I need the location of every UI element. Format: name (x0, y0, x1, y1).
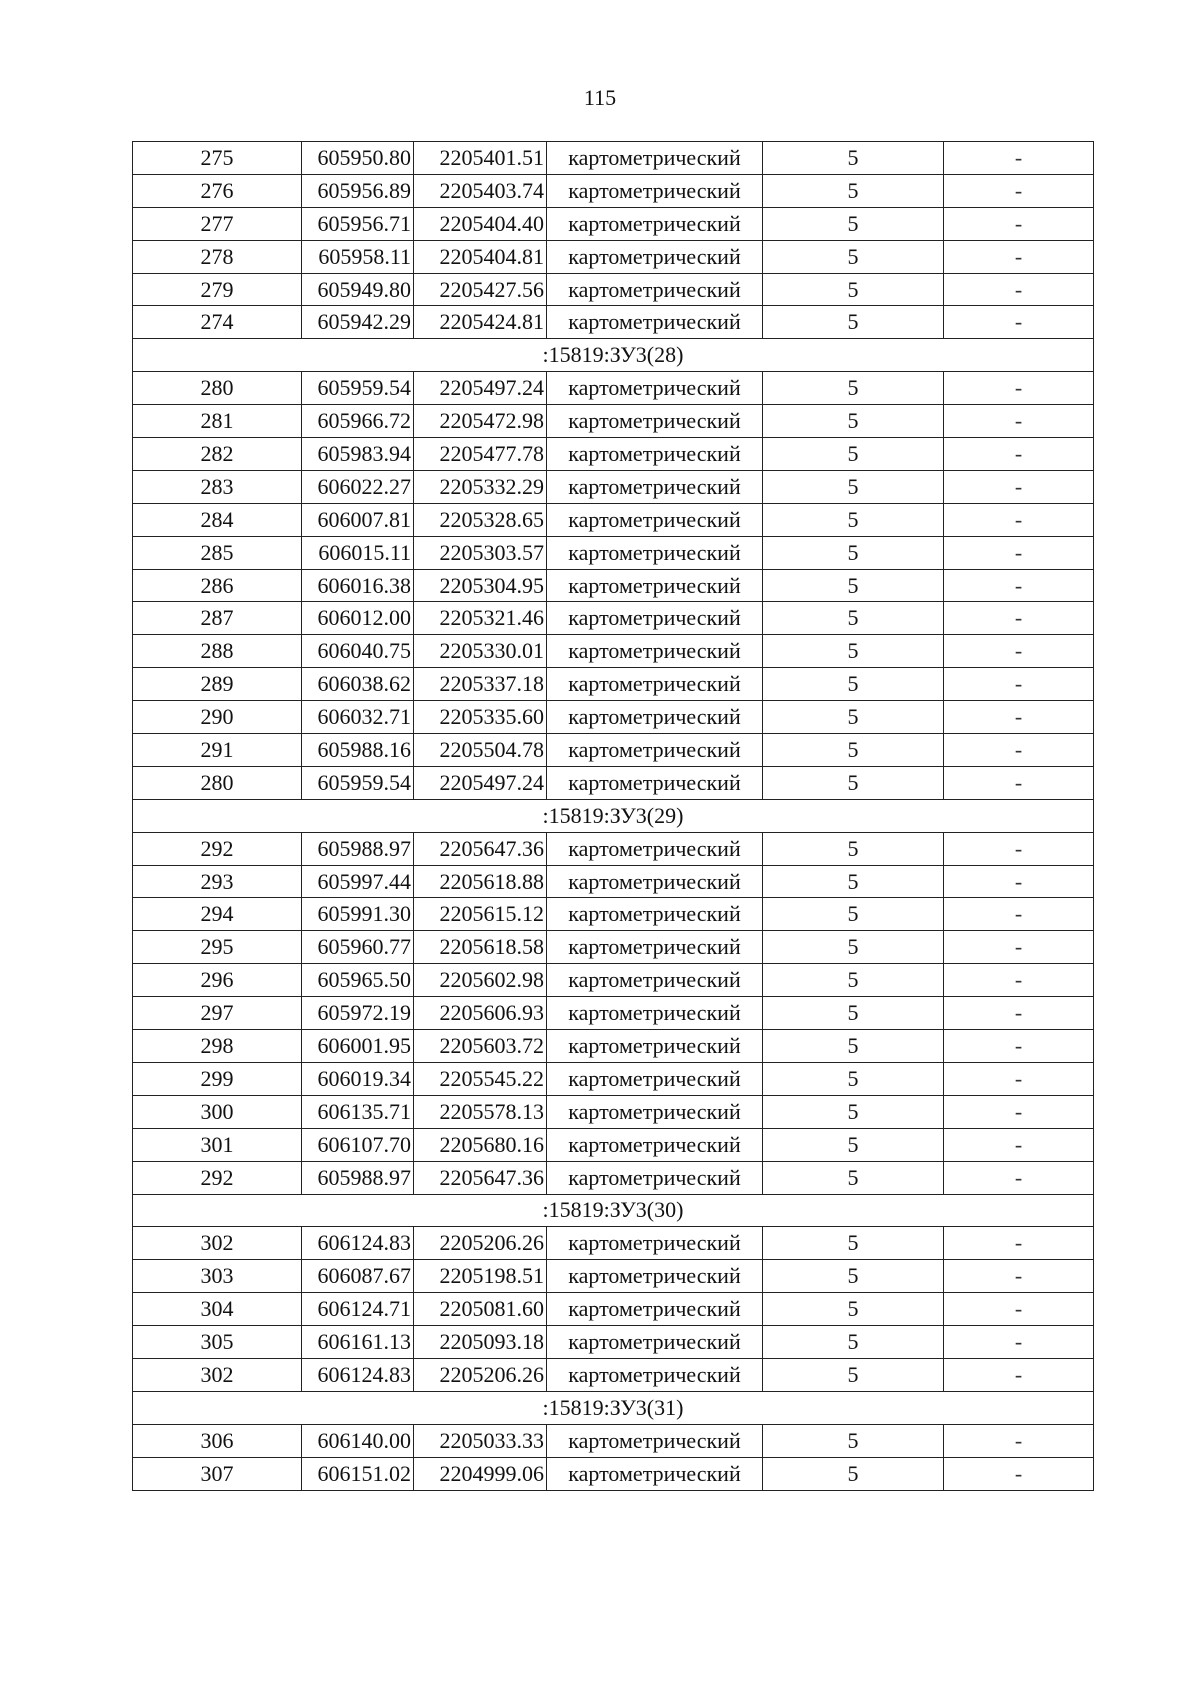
y-coordinate-cell: 2205497.24 (414, 766, 547, 799)
method-cell: картометрический (547, 931, 763, 964)
x-coordinate-cell: 605959.54 (302, 766, 414, 799)
accuracy-cell: 5 (763, 1227, 944, 1260)
note-cell: - (944, 174, 1094, 207)
section-header-row (133, 799, 1094, 832)
section-header-row (133, 1391, 1094, 1424)
accuracy-cell: 5 (763, 1358, 944, 1391)
method-cell: картометрический (547, 1457, 763, 1490)
method-cell: картометрический (547, 865, 763, 898)
y-coordinate-cell: 2205033.33 (414, 1424, 547, 1457)
table-row (133, 734, 1094, 767)
x-coordinate-cell: 605956.71 (302, 207, 414, 240)
accuracy-cell: 5 (763, 602, 944, 635)
accuracy-cell: 5 (763, 306, 944, 339)
x-coordinate-cell: 605997.44 (302, 865, 414, 898)
note-cell: - (944, 668, 1094, 701)
x-coordinate-cell: 606124.83 (302, 1227, 414, 1260)
point-number-cell: 297 (133, 997, 302, 1030)
y-coordinate-cell: 2205504.78 (414, 734, 547, 767)
y-coordinate-cell: 2205497.24 (414, 372, 547, 405)
note-cell: - (944, 503, 1094, 536)
section-title: :15819:ЗУ3(28) (133, 339, 1094, 372)
y-coordinate-cell: 2205545.22 (414, 1062, 547, 1095)
table-row (133, 174, 1094, 207)
accuracy-cell: 5 (763, 701, 944, 734)
table-row (133, 1161, 1094, 1194)
point-number-cell: 306 (133, 1424, 302, 1457)
note-cell: - (944, 832, 1094, 865)
method-cell: картометрический (547, 372, 763, 405)
coordinates-table-body (133, 142, 1094, 1491)
point-number-cell: 282 (133, 438, 302, 471)
table-row (133, 931, 1094, 964)
y-coordinate-cell: 2205427.56 (414, 273, 547, 306)
point-number-cell: 295 (133, 931, 302, 964)
note-cell: - (944, 1293, 1094, 1326)
table-row (133, 207, 1094, 240)
accuracy-cell: 5 (763, 536, 944, 569)
note-cell: - (944, 1128, 1094, 1161)
accuracy-cell: 5 (763, 240, 944, 273)
accuracy-cell: 5 (763, 174, 944, 207)
method-cell: картометрический (547, 536, 763, 569)
y-coordinate-cell: 2205618.88 (414, 865, 547, 898)
x-coordinate-cell: 605958.11 (302, 240, 414, 273)
accuracy-cell: 5 (763, 898, 944, 931)
table-row (133, 635, 1094, 668)
note-cell: - (944, 602, 1094, 635)
point-number-cell: 292 (133, 832, 302, 865)
note-cell: - (944, 931, 1094, 964)
y-coordinate-cell: 2205206.26 (414, 1227, 547, 1260)
method-cell: картометрический (547, 470, 763, 503)
note-cell: - (944, 635, 1094, 668)
method-cell: картометрический (547, 1326, 763, 1359)
x-coordinate-cell: 606124.83 (302, 1358, 414, 1391)
note-cell: - (944, 470, 1094, 503)
accuracy-cell: 5 (763, 832, 944, 865)
table-row (133, 865, 1094, 898)
x-coordinate-cell: 605988.16 (302, 734, 414, 767)
table-row (133, 964, 1094, 997)
accuracy-cell: 5 (763, 569, 944, 602)
x-coordinate-cell: 605960.77 (302, 931, 414, 964)
x-coordinate-cell: 605983.94 (302, 438, 414, 471)
method-cell: картометрический (547, 1358, 763, 1391)
y-coordinate-cell: 2205403.74 (414, 174, 547, 207)
y-coordinate-cell: 2205206.26 (414, 1358, 547, 1391)
x-coordinate-cell: 606151.02 (302, 1457, 414, 1490)
accuracy-cell: 5 (763, 1326, 944, 1359)
method-cell: картометрический (547, 569, 763, 602)
point-number-cell: 293 (133, 865, 302, 898)
y-coordinate-cell: 2205472.98 (414, 405, 547, 438)
note-cell: - (944, 372, 1094, 405)
coordinates-table (132, 141, 1094, 1491)
x-coordinate-cell: 606007.81 (302, 503, 414, 536)
table-row (133, 470, 1094, 503)
x-coordinate-cell: 605966.72 (302, 405, 414, 438)
y-coordinate-cell: 2205424.81 (414, 306, 547, 339)
point-number-cell: 286 (133, 569, 302, 602)
x-coordinate-cell: 605956.89 (302, 174, 414, 207)
method-cell: картометрический (547, 1128, 763, 1161)
point-number-cell: 305 (133, 1326, 302, 1359)
y-coordinate-cell: 2205618.58 (414, 931, 547, 964)
note-cell: - (944, 766, 1094, 799)
y-coordinate-cell: 2205328.65 (414, 503, 547, 536)
method-cell: картометрический (547, 306, 763, 339)
accuracy-cell: 5 (763, 635, 944, 668)
table-row (133, 1293, 1094, 1326)
point-number-cell: 275 (133, 142, 302, 175)
x-coordinate-cell: 606016.38 (302, 569, 414, 602)
accuracy-cell: 5 (763, 372, 944, 405)
point-number-cell: 290 (133, 701, 302, 734)
note-cell: - (944, 240, 1094, 273)
accuracy-cell: 5 (763, 470, 944, 503)
method-cell: картометрический (547, 438, 763, 471)
table-row (133, 503, 1094, 536)
method-cell: картометрический (547, 207, 763, 240)
x-coordinate-cell: 605965.50 (302, 964, 414, 997)
method-cell: картометрический (547, 734, 763, 767)
table-row (133, 766, 1094, 799)
accuracy-cell: 5 (763, 1424, 944, 1457)
page-number: 115 (583, 85, 617, 110)
y-coordinate-cell: 2205093.18 (414, 1326, 547, 1359)
table-row (133, 142, 1094, 175)
accuracy-cell: 5 (763, 1161, 944, 1194)
point-number-cell: 302 (133, 1358, 302, 1391)
point-number-cell: 304 (133, 1293, 302, 1326)
accuracy-cell: 5 (763, 997, 944, 1030)
note-cell: - (944, 569, 1094, 602)
table-row (133, 1260, 1094, 1293)
y-coordinate-cell: 2205330.01 (414, 635, 547, 668)
point-number-cell: 298 (133, 1030, 302, 1063)
point-number-cell: 277 (133, 207, 302, 240)
note-cell: - (944, 1260, 1094, 1293)
section-header-row (133, 1194, 1094, 1227)
note-cell: - (944, 1030, 1094, 1063)
point-number-cell: 289 (133, 668, 302, 701)
y-coordinate-cell: 2205304.95 (414, 569, 547, 602)
x-coordinate-cell: 605988.97 (302, 832, 414, 865)
table-row (133, 1457, 1094, 1490)
accuracy-cell: 5 (763, 438, 944, 471)
table-row (133, 997, 1094, 1030)
table-row (133, 602, 1094, 635)
accuracy-cell: 5 (763, 142, 944, 175)
point-number-cell: 274 (133, 306, 302, 339)
note-cell: - (944, 1457, 1094, 1490)
accuracy-cell: 5 (763, 1095, 944, 1128)
x-coordinate-cell: 606022.27 (302, 470, 414, 503)
table-row (133, 832, 1094, 865)
accuracy-cell: 5 (763, 766, 944, 799)
note-cell: - (944, 865, 1094, 898)
method-cell: картометрический (547, 503, 763, 536)
method-cell: картометрический (547, 1227, 763, 1260)
point-number-cell: 287 (133, 602, 302, 635)
method-cell: картометрический (547, 602, 763, 635)
x-coordinate-cell: 606135.71 (302, 1095, 414, 1128)
note-cell: - (944, 438, 1094, 471)
y-coordinate-cell: 2205401.51 (414, 142, 547, 175)
method-cell: картометрический (547, 405, 763, 438)
method-cell: картометрический (547, 273, 763, 306)
note-cell: - (944, 207, 1094, 240)
note-cell: - (944, 142, 1094, 175)
accuracy-cell: 5 (763, 1128, 944, 1161)
accuracy-cell: 5 (763, 734, 944, 767)
method-cell: картометрический (547, 898, 763, 931)
y-coordinate-cell: 2205303.57 (414, 536, 547, 569)
x-coordinate-cell: 606107.70 (302, 1128, 414, 1161)
point-number-cell: 285 (133, 536, 302, 569)
method-cell: картометрический (547, 174, 763, 207)
note-cell: - (944, 1095, 1094, 1128)
table-row (133, 1095, 1094, 1128)
note-cell: - (944, 1062, 1094, 1095)
y-coordinate-cell: 2205647.36 (414, 1161, 547, 1194)
method-cell: картометрический (547, 1260, 763, 1293)
x-coordinate-cell: 605991.30 (302, 898, 414, 931)
x-coordinate-cell: 605959.54 (302, 372, 414, 405)
accuracy-cell: 5 (763, 668, 944, 701)
method-cell: картометрический (547, 997, 763, 1030)
section-title: :15819:ЗУ3(31) (133, 1391, 1094, 1424)
table-row (133, 438, 1094, 471)
point-number-cell: 294 (133, 898, 302, 931)
note-cell: - (944, 997, 1094, 1030)
point-number-cell: 281 (133, 405, 302, 438)
y-coordinate-cell: 2205081.60 (414, 1293, 547, 1326)
note-cell: - (944, 306, 1094, 339)
point-number-cell: 299 (133, 1062, 302, 1095)
x-coordinate-cell: 606019.34 (302, 1062, 414, 1095)
point-number-cell: 302 (133, 1227, 302, 1260)
point-number-cell: 307 (133, 1457, 302, 1490)
x-coordinate-cell: 605950.80 (302, 142, 414, 175)
method-cell: картометрический (547, 832, 763, 865)
table-row (133, 898, 1094, 931)
table-row (133, 1358, 1094, 1391)
note-cell: - (944, 1358, 1094, 1391)
method-cell: картометрический (547, 142, 763, 175)
x-coordinate-cell: 605949.80 (302, 273, 414, 306)
y-coordinate-cell: 2204999.06 (414, 1457, 547, 1490)
x-coordinate-cell: 605972.19 (302, 997, 414, 1030)
y-coordinate-cell: 2205404.40 (414, 207, 547, 240)
x-coordinate-cell: 605988.97 (302, 1161, 414, 1194)
note-cell: - (944, 1424, 1094, 1457)
table-row (133, 701, 1094, 734)
point-number-cell: 280 (133, 372, 302, 405)
method-cell: картометрический (547, 964, 763, 997)
note-cell: - (944, 734, 1094, 767)
section-title: :15819:ЗУ3(29) (133, 799, 1094, 832)
y-coordinate-cell: 2205680.16 (414, 1128, 547, 1161)
point-number-cell: 278 (133, 240, 302, 273)
x-coordinate-cell: 606015.11 (302, 536, 414, 569)
point-number-cell: 279 (133, 273, 302, 306)
table-row (133, 1227, 1094, 1260)
table-row (133, 1326, 1094, 1359)
point-number-cell: 276 (133, 174, 302, 207)
accuracy-cell: 5 (763, 1457, 944, 1490)
y-coordinate-cell: 2205615.12 (414, 898, 547, 931)
point-number-cell: 300 (133, 1095, 302, 1128)
accuracy-cell: 5 (763, 1030, 944, 1063)
accuracy-cell: 5 (763, 1260, 944, 1293)
note-cell: - (944, 701, 1094, 734)
method-cell: картометрический (547, 668, 763, 701)
accuracy-cell: 5 (763, 405, 944, 438)
note-cell: - (944, 273, 1094, 306)
x-coordinate-cell: 605942.29 (302, 306, 414, 339)
x-coordinate-cell: 606140.00 (302, 1424, 414, 1457)
point-number-cell: 291 (133, 734, 302, 767)
y-coordinate-cell: 2205578.13 (414, 1095, 547, 1128)
point-number-cell: 303 (133, 1260, 302, 1293)
table-row (133, 668, 1094, 701)
method-cell: картометрический (547, 1293, 763, 1326)
x-coordinate-cell: 606087.67 (302, 1260, 414, 1293)
x-coordinate-cell: 606012.00 (302, 602, 414, 635)
method-cell: картометрический (547, 1030, 763, 1063)
accuracy-cell: 5 (763, 964, 944, 997)
method-cell: картометрический (547, 1062, 763, 1095)
note-cell: - (944, 1161, 1094, 1194)
y-coordinate-cell: 2205198.51 (414, 1260, 547, 1293)
y-coordinate-cell: 2205335.60 (414, 701, 547, 734)
y-coordinate-cell: 2205602.98 (414, 964, 547, 997)
accuracy-cell: 5 (763, 273, 944, 306)
table-row (133, 1424, 1094, 1457)
accuracy-cell: 5 (763, 503, 944, 536)
note-cell: - (944, 1326, 1094, 1359)
method-cell: картометрический (547, 701, 763, 734)
table-row (133, 372, 1094, 405)
y-coordinate-cell: 2205321.46 (414, 602, 547, 635)
x-coordinate-cell: 606161.13 (302, 1326, 414, 1359)
accuracy-cell: 5 (763, 207, 944, 240)
accuracy-cell: 5 (763, 931, 944, 964)
accuracy-cell: 5 (763, 865, 944, 898)
table-row (133, 405, 1094, 438)
accuracy-cell: 5 (763, 1293, 944, 1326)
x-coordinate-cell: 606032.71 (302, 701, 414, 734)
point-number-cell: 296 (133, 964, 302, 997)
y-coordinate-cell: 2205477.78 (414, 438, 547, 471)
point-number-cell: 280 (133, 766, 302, 799)
section-header-row (133, 339, 1094, 372)
x-coordinate-cell: 606001.95 (302, 1030, 414, 1063)
method-cell: картометрический (547, 1095, 763, 1128)
x-coordinate-cell: 606124.71 (302, 1293, 414, 1326)
table-row (133, 569, 1094, 602)
method-cell: картометрический (547, 635, 763, 668)
y-coordinate-cell: 2205647.36 (414, 832, 547, 865)
y-coordinate-cell: 2205606.93 (414, 997, 547, 1030)
table-row (133, 240, 1094, 273)
y-coordinate-cell: 2205337.18 (414, 668, 547, 701)
point-number-cell: 283 (133, 470, 302, 503)
table-row (133, 1062, 1094, 1095)
method-cell: картометрический (547, 766, 763, 799)
method-cell: картометрический (547, 1424, 763, 1457)
method-cell: картометрический (547, 240, 763, 273)
y-coordinate-cell: 2205332.29 (414, 470, 547, 503)
note-cell: - (944, 1227, 1094, 1260)
table-row (133, 1128, 1094, 1161)
point-number-cell: 292 (133, 1161, 302, 1194)
table-row (133, 536, 1094, 569)
point-number-cell: 288 (133, 635, 302, 668)
table-row (133, 273, 1094, 306)
point-number-cell: 284 (133, 503, 302, 536)
note-cell: - (944, 405, 1094, 438)
method-cell: картометрический (547, 1161, 763, 1194)
table-row (133, 1030, 1094, 1063)
point-number-cell: 301 (133, 1128, 302, 1161)
x-coordinate-cell: 606038.62 (302, 668, 414, 701)
note-cell: - (944, 964, 1094, 997)
note-cell: - (944, 898, 1094, 931)
y-coordinate-cell: 2205603.72 (414, 1030, 547, 1063)
table-row (133, 306, 1094, 339)
x-coordinate-cell: 606040.75 (302, 635, 414, 668)
y-coordinate-cell: 2205404.81 (414, 240, 547, 273)
section-title: :15819:ЗУ3(30) (133, 1194, 1094, 1227)
note-cell: - (944, 536, 1094, 569)
accuracy-cell: 5 (763, 1062, 944, 1095)
